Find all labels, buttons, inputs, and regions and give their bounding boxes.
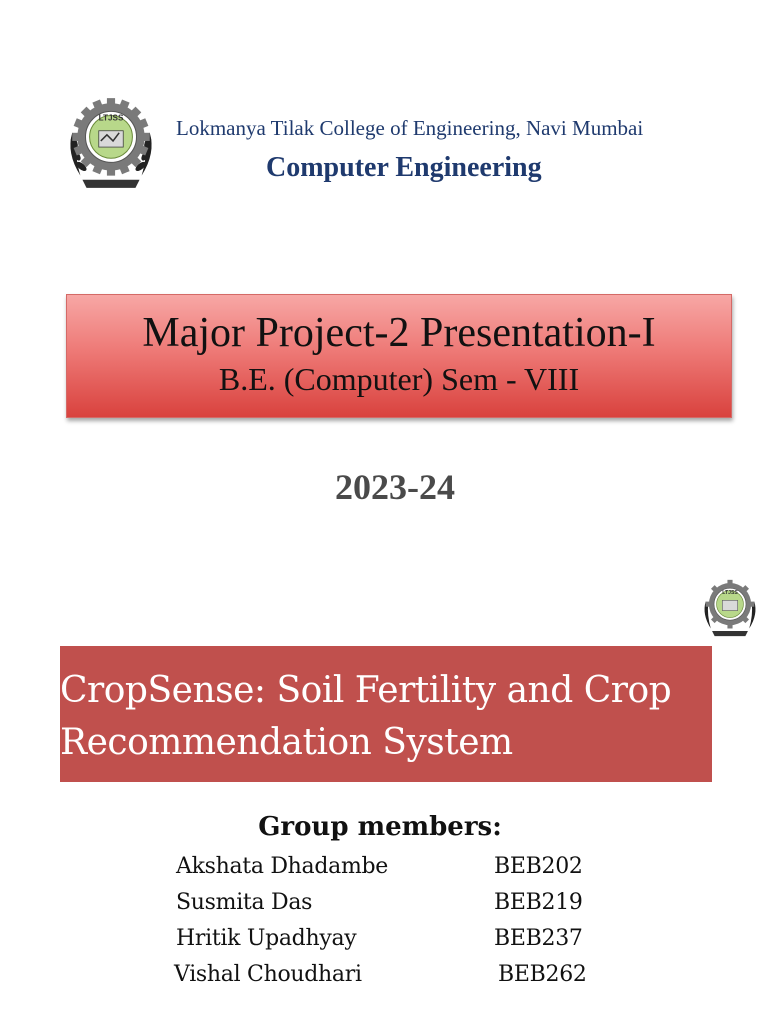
group-members-heading: Group members: — [258, 812, 502, 842]
member-name: Vishal Choudhari — [174, 962, 362, 987]
member-name: Akshata Dhadambe — [176, 854, 389, 879]
project-title: Major Project-2 Presentation-I — [142, 310, 656, 356]
member-id: BEB219 — [494, 890, 583, 915]
member-id: BEB237 — [494, 926, 583, 951]
college-logo — [60, 92, 162, 194]
topic-title-line-2: Recommendation System — [60, 722, 513, 763]
member-name: Susmita Das — [176, 890, 313, 915]
college-logo-small — [698, 576, 762, 640]
college-name: Lokmanya Tilak College of Engineering, Navi Mumbai — [176, 116, 644, 140]
logo-small-text: LTJSS — [722, 589, 738, 596]
project-banner — [66, 294, 732, 418]
member-id: BEB202 — [494, 854, 583, 879]
department-name: Computer Engineering — [266, 152, 542, 183]
academic-year: 2023-24 — [335, 467, 455, 507]
member-id: BEB262 — [498, 962, 587, 987]
project-subtitle: B.E. (Computer) Sem - VIII — [218, 361, 580, 397]
logo-text: LTJSS — [98, 113, 124, 123]
member-name: Hritik Upadhyay — [176, 926, 357, 951]
topic-title-line-1: CropSense: Soil Fertility and Crop — [60, 670, 672, 711]
